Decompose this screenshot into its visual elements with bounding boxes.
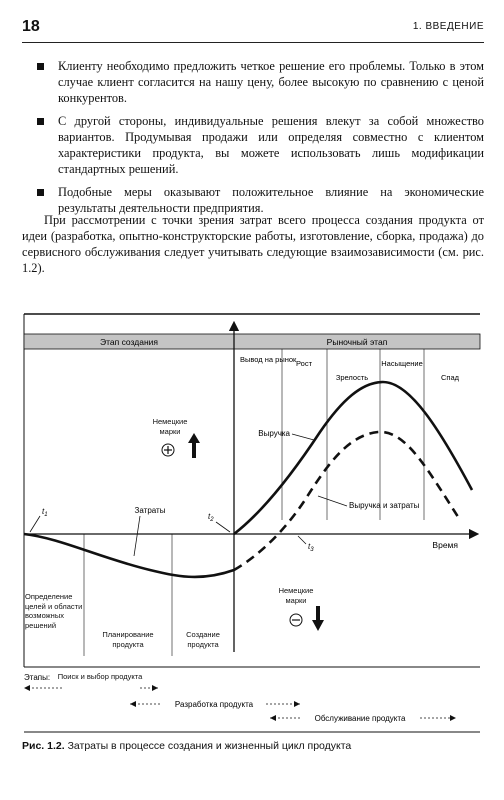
service-arrow-right-icon — [450, 715, 456, 721]
costs-curve — [24, 534, 234, 577]
t3-leader — [298, 536, 306, 544]
bullet-text: С другой стороны, индивидуальные решения влекут за собой множество вариантов. Продумывая продажи или определяя совместно с клиентом характеристики продукта, вы можете использовать лишь модификации стандартных решений. — [58, 114, 484, 176]
plus-label-box — [142, 417, 198, 441]
t2-leader — [216, 522, 230, 532]
bullet-text: Подобные меры оказывают положительное влияние на экономические результаты деятельности предприятия. — [58, 185, 484, 215]
service-arrow-left-icon — [270, 715, 276, 721]
page-number: 18 — [22, 18, 40, 35]
square-bullet-icon — [37, 118, 44, 125]
search-arrow-left-icon — [24, 685, 30, 691]
search-arrow-right-icon — [152, 685, 158, 691]
phase-saturation: Насыщение — [381, 359, 423, 368]
dev-arrow-left-icon — [130, 701, 136, 707]
costs-label: Затраты — [134, 506, 166, 515]
time-axis-label: Время — [432, 540, 458, 550]
phase-creation: Создание продукта — [186, 630, 220, 649]
bullet-text: Клиенту необходимо предложить четкое решение его проблемы. Только в этом случае клиент согласится на нашу цену, более высокую по сравнению с ценой конкурентов. — [58, 59, 484, 105]
search-label-box — [50, 672, 150, 696]
t1-label: $t_1$ — [42, 507, 48, 518]
phase-creation-box — [174, 630, 232, 658]
t1-leader — [30, 516, 40, 532]
phase-planning: Планирование продукта — [102, 630, 154, 649]
costs-leader — [134, 516, 140, 556]
caption-number: Рис. 1.2. — [22, 740, 65, 752]
t2-label: $t_2$ — [208, 512, 214, 523]
stages-label: Этапы: — [24, 673, 51, 682]
dev-arrow-right-icon — [294, 701, 300, 707]
square-bullet-icon — [37, 189, 44, 196]
revenue-costs-leader — [318, 496, 347, 506]
phase-launch-line1: Вывод на рынок — [240, 355, 297, 364]
search-label: Поиск и выбор продукта — [57, 672, 143, 681]
figure-caption — [22, 740, 351, 752]
square-bullet-icon — [37, 63, 44, 70]
figure-lifecycle — [0, 300, 504, 740]
revenue-leader — [292, 434, 314, 440]
phase-maturity: Зрелость — [335, 373, 369, 382]
chapter-title: 1. ВВЕДЕНИЕ — [412, 21, 484, 32]
stage-creation-label: Этап создания — [99, 337, 159, 347]
phase-planning-box — [86, 630, 170, 658]
page-header — [22, 18, 484, 40]
development-label: Разработка продукта — [174, 700, 254, 709]
phase-growth: Рост — [295, 359, 313, 368]
bullet-list — [22, 58, 484, 223]
minus-label-box — [268, 586, 324, 610]
caption-text: Затраты в процессе создания и жизненный цикл продукта — [67, 740, 352, 752]
lifecycle-diagram — [0, 300, 504, 740]
phase-goals-box — [25, 592, 83, 656]
revenue-label: Выручка — [258, 429, 290, 438]
minus-label: Немецкие марки — [278, 586, 314, 605]
bullet-item — [22, 58, 484, 106]
revenue-curve — [234, 382, 472, 534]
t3-label: $t_3$ — [308, 542, 314, 553]
revenue-costs-label: Выручка и затраты — [349, 501, 420, 510]
intro-paragraph: При рассмотрении с точки зрения затрат всего процесса создания продукта от идеи (разработка, опытно-конструкторские работы, изготовление, сборка, продажа) до сервисного обслуживания следует учитывать следующие взаимозависимости (см. рис. 1.2). — [22, 213, 484, 275]
header-rule — [22, 42, 484, 43]
bullet-item — [22, 113, 484, 177]
service-label: Обслуживание продукта — [314, 714, 406, 723]
stage-market-label: Рыночный этап — [326, 337, 388, 347]
phase-decline: Спад — [440, 373, 460, 382]
phase-goals: Определение целей и области возможных решений — [25, 592, 83, 630]
plus-label: Немецкие марки — [152, 417, 188, 436]
